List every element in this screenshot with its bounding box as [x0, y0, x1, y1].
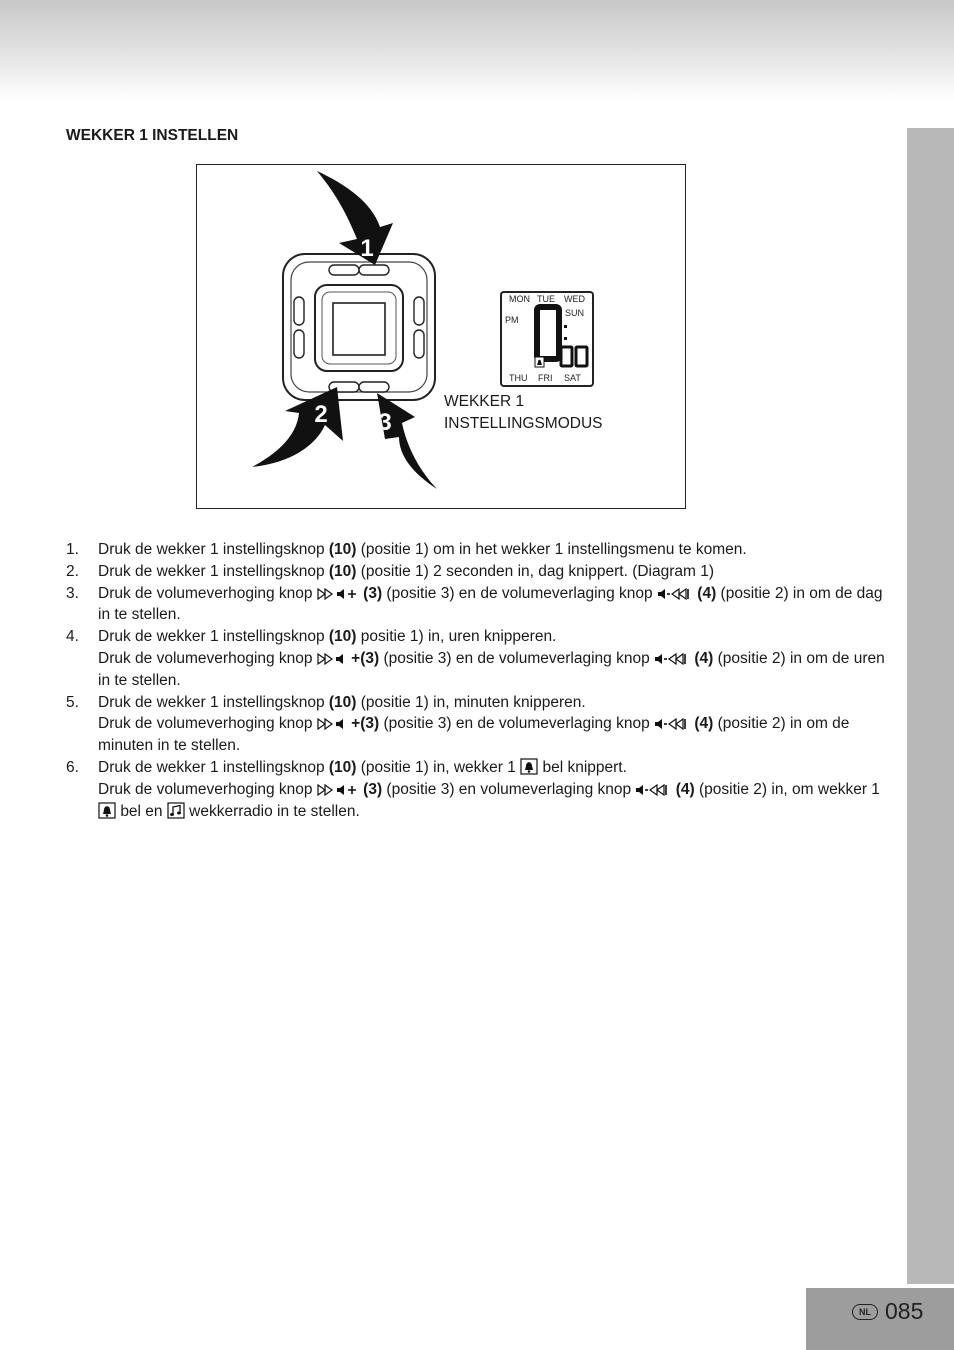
- lcd-day-sun: SUN: [565, 308, 585, 318]
- callout-1: 1: [360, 235, 374, 262]
- volume-down-icon: [654, 717, 690, 731]
- alarm-bell-icon: [98, 802, 116, 819]
- lcd-colon-top: [564, 325, 567, 328]
- list-item: 6. Druk de wekker 1 instellingsknop (10) (positie 1) in, wekker 1 bel knippert. Druk de volumeverhoging knop (3) (positie 3) en volumeverlaging knop (4) (positie 2) in, om wekker 1 bel en wekkerradio in te stellen.: [66, 758, 880, 820]
- page-number: 085: [885, 1298, 924, 1324]
- page-number-box: [806, 1288, 954, 1350]
- lcd-alarm-label: AL 1: [546, 358, 557, 364]
- alarm-radio-music-icon: [167, 802, 185, 819]
- lcd-colon-bottom: [564, 337, 567, 340]
- callout-3: 3: [378, 409, 392, 436]
- device-diagram: [197, 165, 687, 510]
- callout-2: 2: [314, 401, 328, 428]
- lcd-day-wed: WED: [564, 294, 585, 304]
- list-item: 1. Druk de wekker 1 instellingsknop (10) (positie 1) om in het wekker 1 instellingsmenu te komen.: [66, 541, 747, 558]
- list-item: 3. Druk de volumeverhoging knop (3) (positie 3) en de volumeverlaging knop (4) (positie 2) in om de dag in te stellen.: [66, 584, 883, 624]
- lcd-day-fri: FRI: [538, 373, 553, 383]
- button-right-lower: [414, 330, 424, 358]
- button-left-lower: [294, 330, 304, 358]
- caption-line-1: WEKKER 1: [444, 393, 525, 410]
- language-badge: NL: [852, 1304, 878, 1320]
- side-tab-bar: [907, 128, 954, 1284]
- button-alarm-set: [359, 265, 389, 275]
- lcd-pm: PM: [505, 315, 519, 325]
- volume-down-icon: [635, 783, 671, 797]
- volume-up-icon: [317, 587, 359, 601]
- diagram-figure: [196, 164, 686, 509]
- arrow-3-icon: [377, 393, 437, 489]
- list-item: 4. Druk de wekker 1 instellingsknop (10) positie 1) in, uren knipperen. Druk de volumeverhoging knop +(3) (positie 3) en de volumeverlaging knop (4) (positie 2) in om de uren in te stellen.: [66, 628, 885, 689]
- lcd-day-thu: THU: [509, 373, 528, 383]
- device-display-screen: [333, 303, 385, 355]
- section-title: WEKKER 1 INSTELLEN: [66, 127, 239, 144]
- caption-line-2: INSTELLINGSMODUS: [444, 415, 603, 432]
- list-item: 5. Druk de wekker 1 instellingsknop (10) (positie 1) in, minuten knipperen. Druk de volumeverhoging knop +(3) (positie 3) en de volumeverlaging knop (4) (positie 2) in om de minuten in te stellen.: [66, 693, 850, 755]
- volume-up-icon: [317, 652, 347, 666]
- alarm-bell-icon: [520, 758, 538, 775]
- instruction-steps: [66, 539, 888, 822]
- lcd-day-mon: MON: [509, 294, 530, 304]
- header-gradient-band: [0, 0, 954, 100]
- volume-up-icon: [317, 783, 359, 797]
- volume-down-icon: [654, 652, 690, 666]
- lcd-day-tue: TUE: [537, 294, 555, 304]
- lcd-day-sat: SAT: [564, 373, 581, 383]
- arrow-1-icon: [317, 171, 393, 265]
- figure-caption: [444, 391, 602, 435]
- button-left-upper: [294, 297, 304, 325]
- button-right-upper: [414, 297, 424, 325]
- volume-up-icon: [317, 717, 347, 731]
- button-volume-up: [359, 382, 389, 392]
- button-top-left: [329, 265, 359, 275]
- list-item: 2. Druk de wekker 1 instellingsknop (10) (positie 1) 2 seconden in, dag knippert. (Diagram 1): [66, 562, 715, 580]
- volume-down-icon: [657, 587, 693, 601]
